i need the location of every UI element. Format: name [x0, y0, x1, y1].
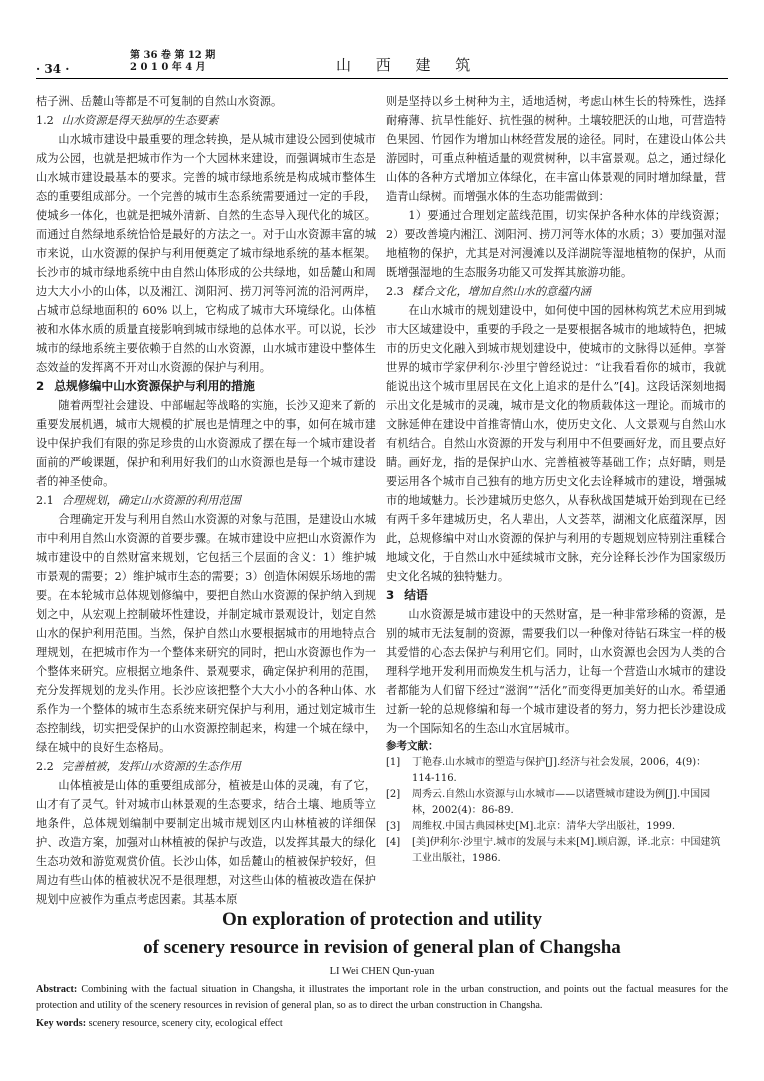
paragraph: 则是坚持以乡土树种为主，适地适树，考虑山林生长的特殊性，选择耐瘠薄、抗旱性能好、抗性强的树种。土壤较肥沃的山地，可营造特色果园、竹园作为增加山林经营发展的途径。同时，在建设山体公共游园时，可重点种植适量的观赏树种，以丰富景观。总之，通过绿化山体的各种方式增加立体绿化，在丰富山体景观的同时增加绿量，营造青山绿树。而增强水体的生态功能需做到：	[386, 95, 726, 203]
reference-item: [4] [美]伊利尔·沙里宁.城市的发展与未来[M].顾启源，译.北京：中国建筑工业出版社，1986.	[386, 837, 721, 864]
paragraph: 山水资源是城市建设中的天然财富，是一种非常珍稀的资源，是别的城市无法复制的资源，需要我们以一种像对待钻石珠宝一样的极其爱惜的心态去保护与利用它们。同时，山水资源也会因为人类的合理科学地开发利用而焕发生机与活力，让每一个营造山水城市的建设者都能为人们留下经过“滋润”“活化”而变得更加美好的山水。希望通过新一轮的总规修编和每一个城市建设者的努力，努力把长沙建设成为一个国际知名的生态山水宜居城市。	[386, 608, 726, 735]
reference-list	[386, 755, 726, 867]
english-title-line-2: of scenery resource in revision of general plan of Changsha	[143, 937, 621, 958]
right-column	[386, 92, 726, 867]
english-keywords: Key words: scenery resource, scenery city, ecological effect	[36, 1018, 283, 1029]
paragraph: 山体植被是山体的重要组成部分，植被是山体的灵魂，有了它，山才有了灵气。针对城市山林景观的生态要求，结合土壤、地质等立地条件，总体规划编制中要制定出城市规划区内山林植被的详细保护、改造方案，加强对山林植被的保护与改造，以发挥其最大的绿化生态功效和游览观赏价值。长沙山体，如岳麓山的植被保护较好，但周边有些山体的植被状况不是很理想，对这些山体的植被改造在保护规划中应被作为重点考虑因素。其基本原	[36, 779, 376, 906]
reference-item: [1] 丁艳春.山水城市的塑造与保护[J].经济与社会发展，2006，4(9)：114-116.	[386, 757, 707, 784]
left-column	[36, 92, 376, 909]
paragraph: 1）要通过合理划定蓝线范围，切实保护各种水体的岸线资源；2）要改善境内湘江、浏阳河、捞刀河等水体的水质；3）要加强对湿地植物的保护，尤其是对河漫滩以及洋湖院等湿地植物的保护，从而既增强湿地的生态服务功能又可发挥其旅游功能。	[386, 209, 726, 279]
section-heading-1-2: 1.2 山水资源是得天独厚的生态要素	[36, 114, 219, 127]
issue-volume: 第 36 卷 第 12 期	[130, 50, 216, 61]
references-title: 参考文献：	[386, 740, 439, 752]
paragraph: 桔子洲、岳麓山等都是不可复制的自然山水资源。	[36, 95, 283, 108]
english-abstract-block	[36, 906, 728, 1032]
section-heading-2-1: 2.1 合理规划，确定山水资源的利用范围	[36, 494, 241, 507]
section-heading-2-2: 2.2 完善植被，发挥山水资源的生态作用	[36, 760, 241, 773]
page-number: · 34 ·	[36, 62, 70, 76]
paragraph: 在山水城市的规划建设中，如何使中国的园林构筑艺术应用到城市大区域建设中，重要的手段之一是要根据各城市的地域特色，把城市的历史文化融入到城市规划建设中，使城市的文脉得以延伸。享誉世界的城市学家伊利尔·沙里宁曾经说过：“让我看看你的城市，我就能说出这个城市里居民在文化上追求的是什么”[4]。这段话深刻地揭示出文化是城市的灵魂，城市是文化的物质载体这一理论。而城市的文脉延伸在建设中首推寄情山水，使历史文化、人文景观与自然山水有机结合。自然山水资源的开发与利用中不但要画好龙，而且要点好睛。画好龙，指的是保护山水、完善植被等基础工作；点好睛，则是要运用各个城市自己独有的地方历史文化去诠释城市的建设，增强城市的地域魅力。长沙建城历史悠久，从春秋战国楚城开始到现在已经有两千多年建城历史，名人辈出，人文荟萃，湖湘文化底蕴深厚，因此，总规修编中对山水资源的保护与利用的专题规划应特别注重糅合地域文化，于自然山水中延续城市文脉，充分诠释长沙作为国家级历史文化名城的独特魅力。	[386, 304, 726, 583]
reference-item: [2] 周秀云.自然山水资源与山水城市——以诸暨城市建设为例[J].中国园林，2002(4)：86-89.	[386, 789, 711, 816]
section-heading-2: 2 总规修编中山水资源保护与利用的措施	[36, 379, 255, 393]
paragraph: 随着两型社会建设、中部崛起等战略的实施，长沙又迎来了新的重要发展机遇，城市大规模的扩展也是情理之中的事，如何在城市建设中保护我们有限的弥足珍贵的山水资源成了摆在每一个城市建设者面前的严峻课题，保护和利用好我们的山水资源也是每一个城市建设者的神圣使命。	[36, 399, 376, 488]
english-title-line-1: On exploration of protection and utility	[221, 909, 543, 930]
paragraph: 合理确定开发与利用自然山水资源的对象与范围，是建设山水城市中利用自然山水资源的首要步骤。在城市建设中应把山水资源作为城市建设中的自然财富来规划，它包括三个层面的含义：1）维护城市景观的需要；2）维护城市生态的需要；3）创造休闲娱乐场地的需要。在本轮城市总体规划修编中，要把自然山水资源的保护纳入到规划之中，从宏观上控制破坏性建设，并制定城市景观设计，划定自然山水的保护利用范围。当然，保护自然山水要根据城市的用地特点合理规划，在把城市作为一个整体来研究的同时，把山水资源也作为一个整体来研究。应根据立地条件、景观要求，确定保护利用的范围，充分发挥规划的龙头作用。长沙应该把整个大大小小的各种山体、水系作为一个整体的城市生态系统来研究保护与利用，通过划定城市生态控制线，切实把受保护的山水资源控制起来，构建一个城在绿中，绿在城中的良好生态格局。	[36, 513, 376, 754]
journal-name: 山 西 建 筑	[336, 56, 481, 74]
english-abstract: Abstract: Combining with the factual situation in Changsha, it illustrates the important role in the urban construction, and points out the factual measures for the protection and utility of the scenery resources in revision of general plan, so as to direct the urban construction in Changsha.	[36, 984, 728, 1011]
issue-date: 2 0 1 0 年 4 月	[130, 62, 206, 73]
issue-info	[130, 50, 215, 74]
page-header	[36, 48, 728, 79]
paragraph: 山水城市建设中最重要的理念转换，是从城市建设公园到使城市成为公园，也就是把城市作为一个大园林来建设，而强调城市生态是山水城市建设最基本的要求。完善的城市绿地系统是构成城市整体生态的重要组成部分。一个完善的城市生态系统需要通过一定的手段，使城乡一体化，也就是把城外清新、自然的生态导入现代化的城区。而通过自然绿地系统恰恰是最好的方法之一。对于山水资源丰富的城市来说，山水资源的保护与利用便奠定了城市绿地系统的基本框架。长沙市的城市绿地系统中由自然山体形成的公共绿地，如岳麓山和周边大大小小的山体，以及湘江、浏阳河、捞刀河等河流的沿河两岸，占城市总绿地面积的 60% 以上，它构成了城市大环境绿化。山体植被和水体水质的质量直接影响到城市绿地的总体水平。可以说，长沙城市的绿地系统主要依赖于自然的山水资源，山水城市建设中整体生态效益的发挥离不开对山水资源的保护与利用。	[36, 133, 376, 374]
reference-item: [3] 周维权.中国古典园林史[M].北京：清华大学出版社，1999.	[386, 821, 676, 832]
section-heading-2-3: 2.3 糅合文化，增加自然山水的意蕴内涵	[386, 285, 591, 298]
section-heading-3: 3 结语	[386, 588, 428, 602]
english-authors: LI Wei CHEN Qun-yuan	[329, 966, 435, 977]
